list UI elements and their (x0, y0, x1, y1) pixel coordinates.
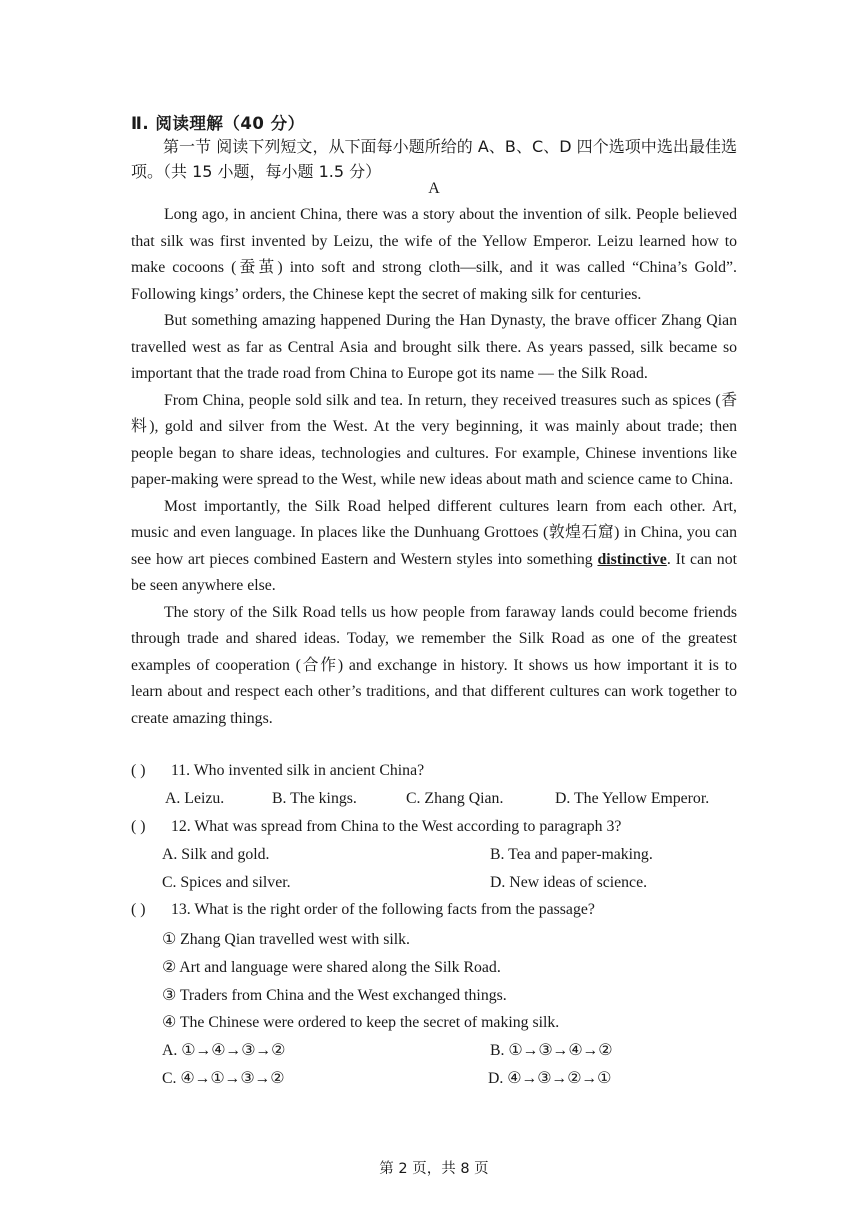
question-12 (131, 818, 621, 836)
question-13 (131, 901, 595, 919)
paragraph-4 (131, 494, 737, 600)
option-d: D. ④→③→②→① (488, 1070, 612, 1087)
paragraph-3: From China, people sold silk and tea. In return, they received treasures such as spices (香料), gold and silver from the West. At the very beginning, it was mainly about trade; then people began to share ideas, technologies and cultures. For example, Chinese inventions like paper-making were spread to the West, while new ideas about math and science came to China. (131, 391, 737, 488)
question-11 (131, 762, 424, 780)
section-instructions: 第一节 阅读下列短文，从下面每小题所给的 A、B、C、D 四个选项中选出最佳选项。（共 15 小题，每小题 1.5 分） (131, 137, 737, 181)
option-c: C. Spices and silver. (162, 874, 291, 891)
page-footer: 第 2 页，共 8 页 (379, 1161, 489, 1177)
question-stem: 12. What was spread from China to the West according to paragraph 3? (170, 818, 622, 835)
question-stem: 11. Who invented silk in ancient China? (170, 762, 425, 779)
option-d: D. New ideas of science. (490, 874, 648, 891)
paragraph-1: Long ago, in ancient China, there was a story about the invention of silk. People believed that silk was first invented by Leizu, the wife of the Yellow Emperor. Leizu learned how to make cocoons (蚕茧) into soft and strong cloth—silk, and it was called “China’s Gold”. Following kings’ orders, the Chinese kept the secret of making silk for centuries. (131, 206, 737, 303)
question-stem: 13. What is the right order of the following facts from the passage? (170, 901, 595, 918)
section-title: Ⅱ. 阅读理解（40 分） (131, 114, 305, 133)
option-a: A. Silk and gold. (162, 846, 270, 863)
option-b: B. ①→③→④→② (490, 1042, 613, 1059)
paragraph-5: The story of the Silk Road tells us how people from faraway lands could become friends through trade and shared ideas. Today, we remember the Silk Road as one of the greatest examples of cooperation (合作) and exchange in history. It shows us how important it is to learn about and respect each other’s traditions, and that different cultures can work together to create amazing things. (131, 603, 737, 727)
fact-3: ③ Traders from China and the West exchanged things. (162, 987, 507, 1004)
reading-passage (131, 202, 737, 732)
option-b: B. Tea and paper-making. (490, 846, 653, 863)
fact-4: ④ The Chinese were ordered to keep the secret of making silk. (162, 1014, 560, 1031)
option-d: D. The Yellow Emperor. (555, 790, 710, 807)
answer-blank[interactable]: ( ) (131, 901, 146, 918)
option-c: C. Zhang Qian. (406, 790, 504, 807)
option-b: B. The kings. (272, 790, 357, 807)
paragraph-4-text-a: Most importantly, the Silk Road helped different cultures learn from each other. Art, music and even language. In places like the Dunhuang Grottoes (敦煌石窟) in China, you can see how art pieces combined Eastern and Western styles into something (131, 497, 737, 568)
paragraph-4-text-b: . It can not be seen anywhere else. (131, 550, 737, 594)
underlined-keyword: distinctive (597, 550, 667, 568)
option-a: A. ①→④→③→② (162, 1042, 286, 1059)
paragraph-2: But something amazing happened During the Han Dynasty, the brave officer Zhang Qian travelled west as far as Central Asia and brought silk there. As years passed, silk became so important that the trade road from China to Europe got its name — the Silk Road. (131, 312, 737, 382)
answer-blank[interactable]: ( ) (131, 818, 146, 835)
passage-label: A (428, 180, 440, 197)
answer-blank[interactable]: ( ) (131, 762, 146, 779)
fact-1: ① Zhang Qian travelled west with silk. (162, 931, 410, 948)
option-c: C. ④→①→③→② (162, 1070, 285, 1087)
fact-2: ② Art and language were shared along the Silk Road. (162, 959, 501, 976)
option-a: A. Leizu. (165, 790, 225, 807)
